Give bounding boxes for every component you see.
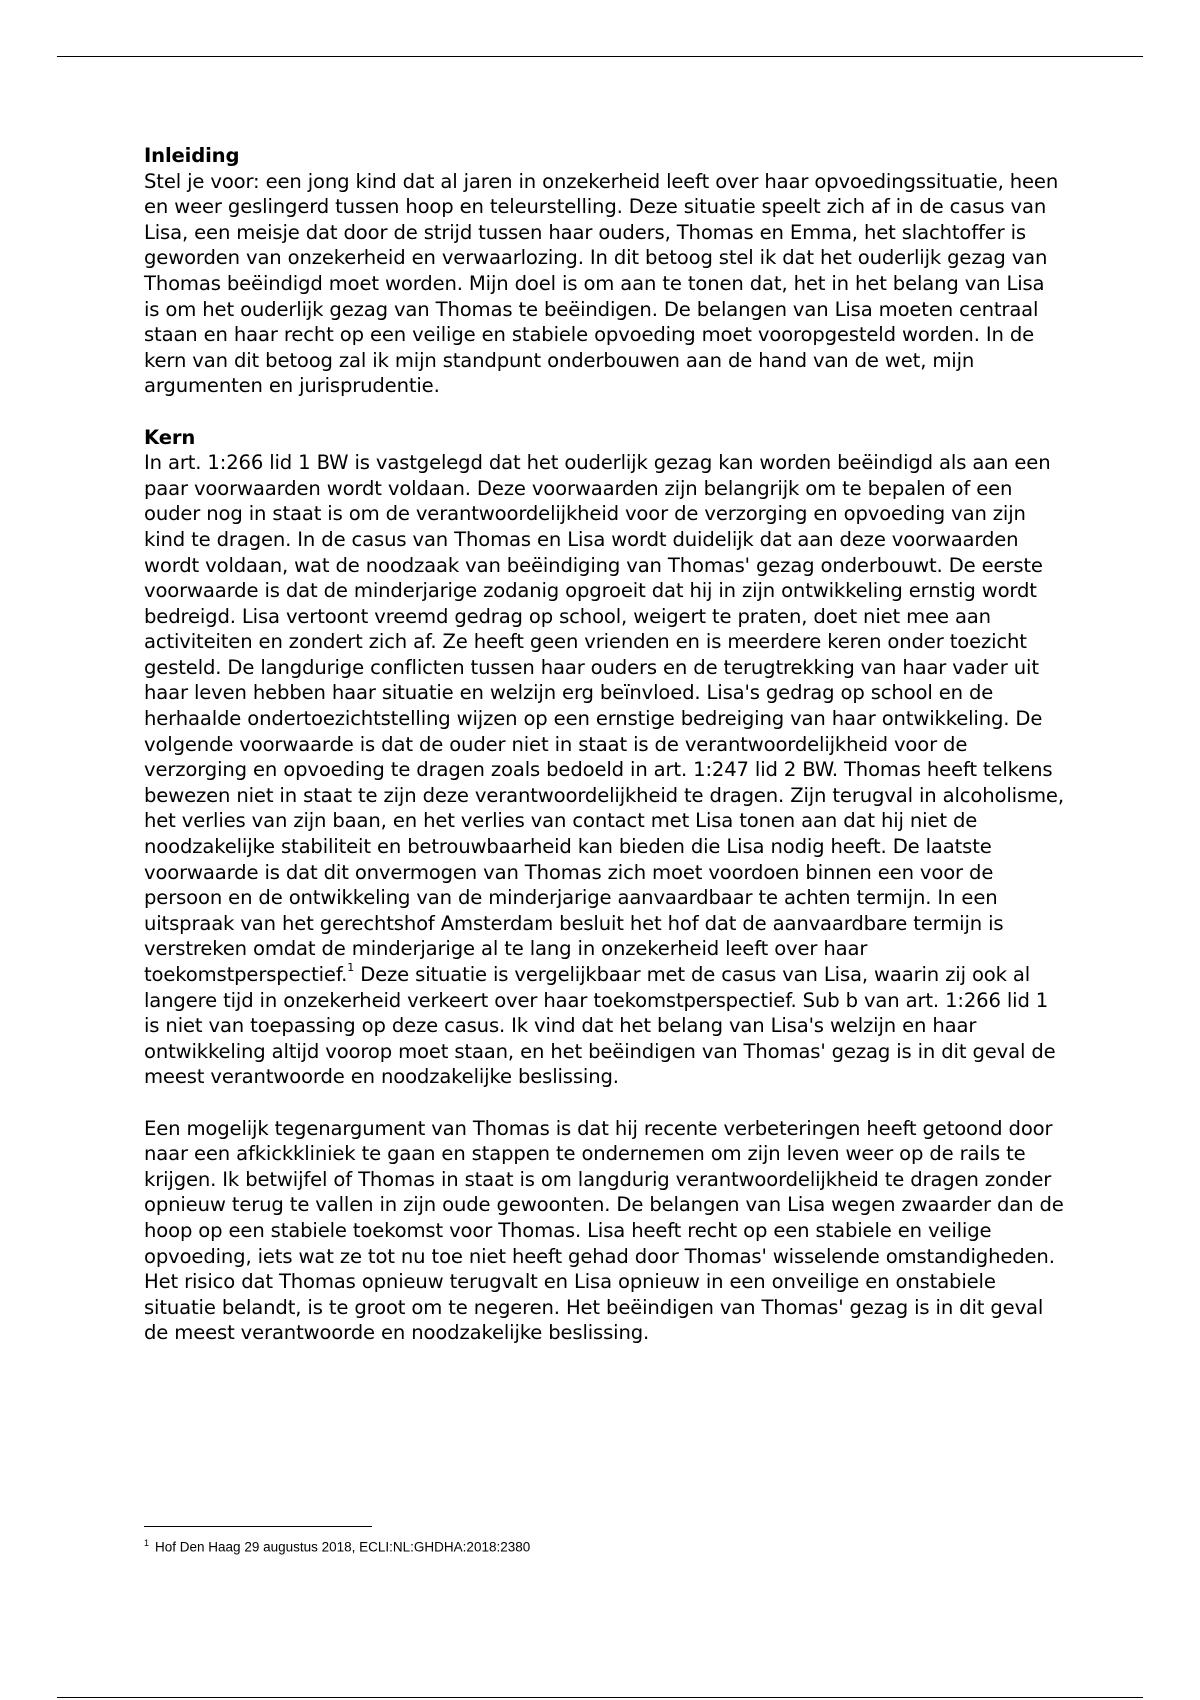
paragraph-inleiding: Stel je voor: een jong kind dat al jaren in onzekerheid leeft over haar opvoedingssituatie, heen en weer geslingerd tussen hoop en teleurstelling. Deze situatie speelt zich af in de casus van Lisa, een meisje dat door de strijd tussen haar ouders, Thomas en Emma, het slachtoffer is geworden van onzekerheid en verwaarlozing. In dit betoog stel ik dat het ouderlijk gezag van Thomas beëindigd moet worden. Mijn doel is om aan te tonen dat, het in het belang van Lisa is om het ouderlijk gezag van Thomas te beëindigen. De belangen van Lisa moeten centraal staan en haar recht op een veilige en stabiele opvoeding moet vooropgesteld worden. In de kern van dit betoog zal ik mijn standpunt onderbouwen aan de hand van de wet, mijn argumenten en jurisprudentie. (144, 169, 1059, 398)
footnote (144, 1534, 530, 1557)
footnote-number: 1 (144, 1538, 150, 1548)
footnote-reference[interactable]: 1 (347, 961, 355, 975)
paragraph-kern (144, 450, 1064, 1090)
heading-kern: Kern (144, 425, 196, 449)
paragraph-tegenargument: Een mogelijk tegenargument van Thomas is dat hij recente verbeteringen heeft getoond door naar een afkickkliniek te gaan en stappen te ondernemen om zijn leven weer op de rails te krijgen. Ik betwijfel of Thomas in staat is om langdurig verantwoordelijkheid te dragen zonder opnieuw terug te vallen in zijn oude gewoonten. De belangen van Lisa wegen zwaarder dan de hoop op een stabiele toekomst voor Thomas. Lisa heeft recht op een stabiele en veilige opvoeding, iets wat ze tot nu toe niet heeft gehad door Thomas' wisselende omstandigheden. Het risico dat Thomas opnieuw terugvalt en Lisa opnieuw in een onveilige en onstabiele situatie belandt, is te groot om te negeren. Het beëindigen van Thomas' gezag is in dit geval de meest verantwoorde en noodzakelijke beslissing. (144, 1116, 1064, 1345)
paragraph-spacer (144, 1090, 1064, 1116)
document-body (144, 143, 1064, 1346)
header-rule (57, 56, 1143, 57)
footer-rule (57, 1697, 1143, 1698)
footnote-text: Hof Den Haag 29 augustus 2018, ECLI:NL:GHDHA:2018:2380 (155, 1539, 531, 1555)
footnote-separator (144, 1526, 372, 1527)
heading-inleiding: Inleiding (144, 144, 240, 167)
kern-text-part-2: Deze situatie is vergelijkbaar met de casus van Lisa, waarin zij ook al langere tijd in onzekerheid verkeert over haar toekomstperspectief. Sub b van art. 1:266 lid 1 is niet van toepassing op deze casus. Ik vind dat het belang van Lisa's welzijn en haar ontwikkeling altijd voorop moet staan, en het beëindigen van Thomas' gezag is in dit geval de meest verantwoorde en noodzakelijke beslissing. (144, 963, 1056, 1089)
paragraph-spacer (144, 399, 1064, 425)
kern-text-part-1: In art. 1:266 lid 1 BW is vastgelegd dat het ouderlijk gezag kan worden beëindigd als aan een paar voorwaarden wordt voldaan. Deze voorwaarden zijn belangrijk om te bepalen of een ouder nog in staat is om de verantwoordelijkheid voor de verzorging en opvoeding van zijn kind te dragen. In de casus van Thomas en Lisa wordt duidelijk dat aan deze voorwaarden wordt voldaan, wat de noodzaak van beëindiging van Thomas' gezag onderbouwt. De eerste voorwaarde is dat de minderjarige zodanig opgroeit dat hij in zijn ontwikkeling ernstig wordt bedreigd. Lisa vertoont vreemd gedrag op school, weigert te praten, doet niet mee aan activiteiten en zondert zich af. Ze heeft geen vrienden en is meerdere keren onder toezicht gesteld. De langdurige conflicten tussen haar ouders en de terugtrekking van haar vader uit haar leven hebben haar situatie en welzijn erg beïnvloed. Lisa's gedrag op school en de herhaalde ondertoezichtstelling wijzen op een ernstige bedreiging van haar ontwikkeling. De volgende voorwaarde is dat de ouder niet in staat is de verantwoordelijkheid voor de verzorging en opvoeding te dragen zoals bedoeld in art. 1:247 lid 2 BW. Thomas heeft telkens bewezen niet in staat te zijn deze verantwoordelijkheid te dragen. Zijn terugval in alcoholisme, het verlies van zijn baan, en het verlies van contact met Lisa tonen aan dat hij niet de noodzakelijke stabiliteit en betrouwbaarheid kan bieden die Lisa nodig heeft. De laatste voorwaarde is dat dit onvermogen van Thomas zich moet voordoen binnen een voor de persoon en de ontwikkeling van de minderjarige aanvaardbaar te achten termijn. In een uitspraak van het gerechtshof Amsterdam besluit het hof dat de aanvaardbare termijn is verstreken omdat de minderjarige al te lang in onzekerheid leeft over haar toekomstperspectief. (144, 451, 1064, 986)
